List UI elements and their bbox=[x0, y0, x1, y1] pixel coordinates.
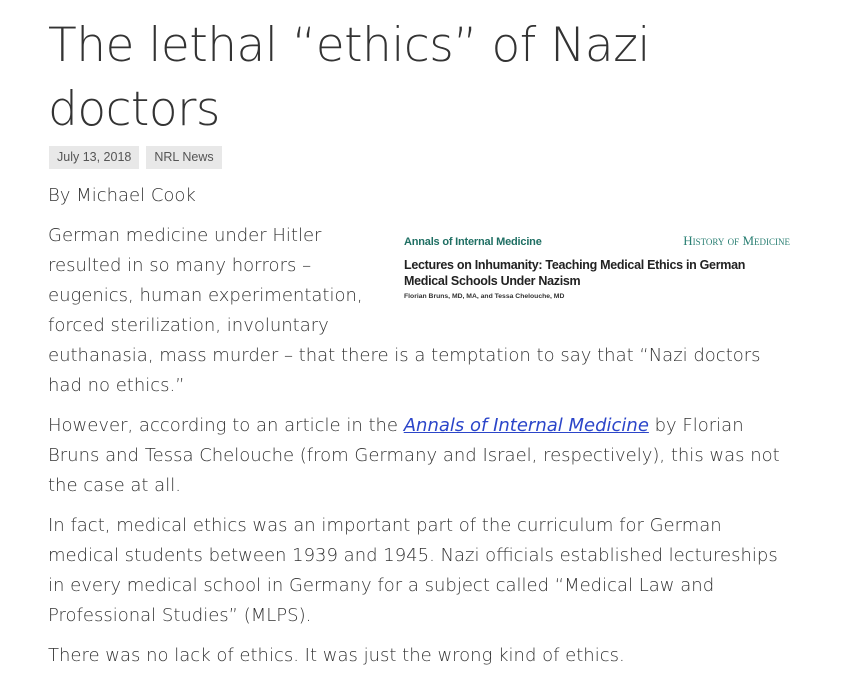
annals-link[interactable]: Annals of Internal Medicine bbox=[403, 415, 649, 436]
image-authors: Florian Bruns, MD, MA, and Tessa Chelouche, MD bbox=[404, 293, 565, 300]
category-badge[interactable]: NRL News bbox=[146, 146, 221, 169]
paragraph-intro: German medicine under Hitler resulted in so many horrors – eugenics, human experimentation, forced sterilization, involuntary euthanasia, mass murder – that there is a temptation to say that “Nazi doctors had no ethics.” bbox=[48, 225, 761, 396]
paragraph-annals bbox=[48, 411, 798, 501]
date-badge[interactable]: July 13, 2018 bbox=[49, 146, 139, 169]
image-section-label: History of Medicine bbox=[683, 233, 790, 248]
article-image bbox=[404, 230, 790, 310]
paragraph-text: However, according to an article in the bbox=[48, 415, 404, 436]
paragraph-text: by Florian Bruns and Tessa Chelouche (from Germany and Israel, respectively), this was not the case at all. bbox=[48, 415, 780, 496]
page-title: The lethal “ethics” of Nazi doctors bbox=[48, 18, 650, 137]
paragraph-conclusion: There was no lack of ethics. It was just the wrong kind of ethics. bbox=[48, 645, 625, 666]
byline: By Michael Cook bbox=[48, 185, 196, 206]
post-meta bbox=[49, 146, 222, 169]
image-journal-name: Annals of Internal Medicine bbox=[404, 236, 542, 248]
paragraph-curriculum: In fact, medical ethics was an important part of the curriculum for German medical students between 1939 and 1945. Nazi officials established lectureships in every medical school in Germany for a subject called “Medical Law and Professional Studies” (MLPS). bbox=[48, 515, 778, 626]
article-body bbox=[48, 221, 798, 681]
image-article-title: Lectures on Inhumanity: Teaching Medical Ethics in German Medical Schools Under Nazism bbox=[404, 258, 746, 288]
